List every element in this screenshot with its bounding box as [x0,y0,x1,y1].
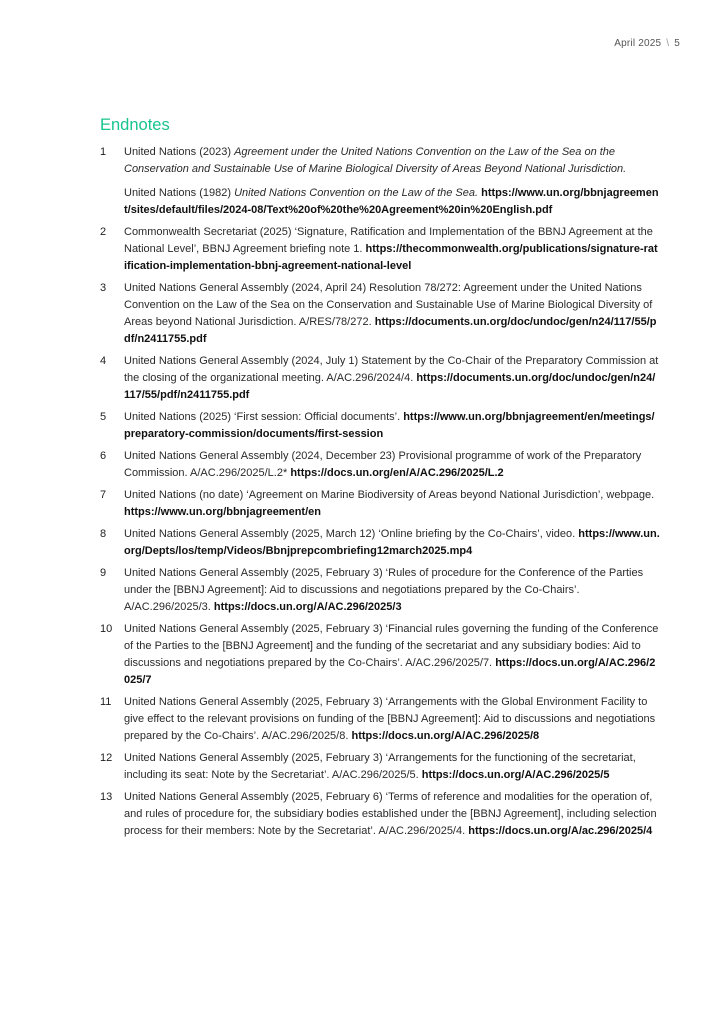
citation-url-link[interactable]: https://documents.un.org/doc/undoc/gen/n24/117/55/pdf/n2411755.pdf [124,372,656,401]
endnote-number: 4 [100,355,107,367]
endnote-item [100,526,660,560]
endnote-citation [124,526,660,560]
endnote-number: 3 [100,282,107,294]
endnote-body [124,280,660,348]
endnote-number: 7 [100,489,107,501]
endnote-body [124,526,660,560]
endnote-number: 13 [100,791,113,803]
endnote-citation [124,353,660,404]
endnote-body [124,565,660,616]
endnote-item [100,280,660,348]
citation-title: United Nations Convention on the Law of the Sea. [234,187,479,199]
endnote-citation [124,789,660,840]
citation-url-link[interactable]: https://docs.un.org/A/ac.296/2025/4 [468,825,653,837]
endnote-citation [124,224,660,275]
endnote-citation [124,487,660,521]
endnote-number: 12 [100,752,113,764]
endnote-citation [124,750,660,784]
endnote-item [100,789,660,840]
endnote-body [124,750,660,784]
endnote-item [100,144,660,219]
citation-url-link[interactable]: https://documents.un.org/doc/undoc/gen/n24/117/55/pdf/n2411755.pdf [124,316,657,345]
endnote-citation [124,280,660,348]
citation-text: United Nations (no date) ‘Agreement on Marine Biodiversity of Areas beyond National Jurisdiction’, webpage. [124,489,655,501]
endnote-number: 2 [100,226,107,238]
citation-url-link[interactable]: https://docs.un.org/A/AC.296/2025/3 [213,601,402,613]
endnote-item [100,224,660,275]
citation-text: United Nations General Assembly (2025, February 3) ‘Financial rules governing the funding of the Conference of the Parties to the [BBNJ Agreement] and the funding of the secretariat and any subsidiary bodies: Aid to discussions and negotiations prepared by the Co-Chairs’. A/AC.296/2025/7. [124,623,659,669]
citation-url-link[interactable]: https://docs.un.org/A/AC.296/2025/5 [421,769,610,781]
endnote-citation [124,185,660,219]
endnote-item [100,487,660,521]
citation-url-link[interactable]: https://www.un.org/bbnjagreement/en [124,506,321,518]
citation-url-link[interactable]: https://www.un.org/bbnjagreement/en/meetings/preparatory-commission/documents/first-session [124,411,655,440]
page-number: 5 [674,38,680,49]
citation-url-link[interactable]: https://docs.un.org/A/AC.296/2025/8 [351,730,540,742]
endnote-citation [124,565,660,616]
endnote-body [124,448,660,482]
citation-url-link[interactable]: https://thecommonwealth.org/publications/signature-ratification-implementation-bbnj-agreement-national-level [124,243,658,272]
citation-title: Agreement under the United Nations Convention on the Law of the Sea on the Conservation and Sustainable Use of Marine Biological Diversity of Areas Beyond National Jurisdiction. [124,146,627,175]
citation-text: Commonwealth Secretariat (2025) ‘Signature, Ratification and Implementation of the BBNJ Agreement at the National Level’, BBNJ Agreement briefing note 1. [124,226,653,255]
endnote-number: 6 [100,450,107,462]
endnote-number: 1 [100,146,107,158]
citation-text: United Nations (2023) [124,146,235,158]
citation-text: United Nations General Assembly (2025, February 6) ‘Terms of reference and modalities for the operation of, and rules of procedure for, the subsidiary bodies established under the [BBNJ Agreement], including selection process for their members: Note by the Secretariat’. A/AC.296/2025/4. [124,791,657,837]
citation-text: United Nations General Assembly (2024, April 24) Resolution 78/272: Agreement under the United Nations Convention on the Law of the Sea on the Conservation and Sustainable Use of Marine Biological Diversity of Areas beyond National Jurisdiction. A/RES/78/272. [124,282,653,328]
citation-text: United Nations General Assembly (2024, December 23) Provisional programme of work of the Preparatory Commission. A/AC.296/2025/L.2* [124,450,642,479]
citation-text: United Nations General Assembly (2024, July 1) Statement by the Co-Chair of the Preparatory Commission at the closing of the organizational meeting. A/AC.296/2024/4. [124,355,659,384]
endnote-citation [124,409,660,443]
endnote-citation [124,448,660,482]
endnote-number: 8 [100,528,107,540]
page-header [614,38,680,49]
endnotes-list [100,144,660,845]
citation-url-link[interactable]: https://www.un.org/bbnjagreement/sites/default/files/2024-08/Text%20of%20the%20Agreement%20in%20English.pdf [124,187,659,216]
endnote-item [100,353,660,404]
endnote-item [100,409,660,443]
endnote-body [124,789,660,840]
endnote-body [124,224,660,275]
citation-url-link[interactable]: https://docs.un.org/en/A/AC.296/2025/L.2 [290,467,504,479]
citation-text: United Nations General Assembly (2025, February 3) ‘Arrangements with the Global Environment Facility to give effect to the relevant provisions on funding of the [BBNJ Agreement]: Aid to discussions and negotiations prepared by the Co-Chairs’. A/AC.296/2025/8. [124,696,656,742]
endnote-citation [124,694,660,745]
endnote-item [100,565,660,616]
endnote-body [124,694,660,745]
citation-url-link[interactable]: https://docs.un.org/A/AC.296/2025/7 [124,657,656,686]
endnote-body [124,409,660,443]
header-date: April 2025 [614,38,662,49]
endnote-number: 10 [100,623,113,635]
citation-text: United Nations General Assembly (2025, March 12) ‘Online briefing by the Co-Chairs’, video. [124,528,576,540]
endnote-item [100,621,660,689]
endnote-item [100,694,660,745]
header-separator: \ [666,38,670,49]
endnote-citation [124,144,660,178]
endnote-body [124,144,660,219]
citation-text: United Nations (1982) [124,187,235,199]
citation-url-link[interactable]: https://www.un.org/Depts/los/temp/Videos/Bbnjprepcombriefing12march2025.mp4 [124,528,660,557]
endnote-citation [124,621,660,689]
citation-text: United Nations (2025) ‘First session: Official documents’. [124,411,401,423]
endnote-item [100,750,660,784]
citation-text: United Nations General Assembly (2025, February 3) ‘Rules of procedure for the Conference of the Parties under the [BBNJ Agreement]: Aid to discussions and negotiations prepared by the Co-Chairs’. A/AC.296/2025/3. [124,567,644,613]
endnote-body [124,353,660,404]
endnote-number: 9 [100,567,107,579]
endnote-number: 5 [100,411,107,423]
endnote-item [100,448,660,482]
endnote-body [124,621,660,689]
section-title: Endnotes [100,116,170,134]
endnote-body [124,487,660,521]
endnote-number: 11 [100,696,112,708]
citation-text: United Nations General Assembly (2025, February 3) ‘Arrangements for the functioning of the secretariat, including its seat: Note by the Secretariat’. A/AC.296/2025/5. [124,752,636,781]
